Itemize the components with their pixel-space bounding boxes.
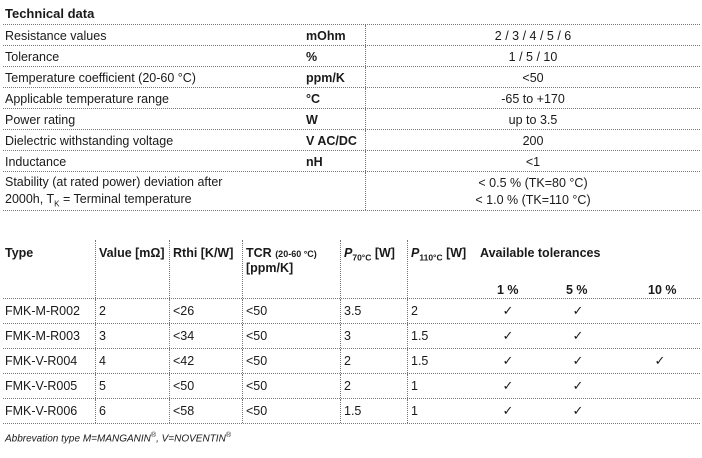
check-tol-1-icon: ✓ <box>502 328 514 343</box>
cell-type: FMK-M-R003 <box>5 329 81 343</box>
check-tol-5-icon: ✓ <box>572 403 584 418</box>
cell-value: 5 <box>95 374 169 398</box>
tech-row-unit: nH <box>306 155 323 169</box>
tech-row-value: -65 to +170 <box>365 88 700 108</box>
cell-p70: 3 <box>340 324 407 348</box>
stability-label-line2 <box>5 191 222 213</box>
check-tol-1-icon: ✓ <box>502 378 514 393</box>
cell-type: FMK-M-R002 <box>5 304 81 318</box>
header-tcr-unit: [ppm/K] <box>246 261 294 275</box>
check-tol-5-icon: ✓ <box>572 353 584 368</box>
cell-tcr: <50 <box>242 349 340 373</box>
tech-row <box>3 108 700 129</box>
footnote-text: Abbrevation type M=MANGANIN <box>5 433 151 445</box>
tech-row-unit: W <box>306 113 318 127</box>
header-tol-10: 10 % <box>648 283 677 297</box>
product-row <box>3 298 700 323</box>
cell-value: 4 <box>95 349 169 373</box>
product-table-header <box>3 240 700 298</box>
tech-row <box>3 45 700 66</box>
header-p110-symbol: P <box>411 246 420 260</box>
cell-tcr: <50 <box>242 399 340 423</box>
tech-row-label: Tolerance <box>5 50 60 64</box>
header-p110-sub: 110°C <box>419 252 443 263</box>
cell-p70: 3.5 <box>340 299 407 323</box>
cell-tcr: <50 <box>242 374 340 398</box>
abbreviation-footnote <box>5 432 231 444</box>
tech-row-unit: °C <box>306 92 321 106</box>
header-p110 <box>407 240 477 298</box>
product-row <box>3 373 700 398</box>
cell-value: 3 <box>95 324 169 348</box>
check-tol-1-icon: ✓ <box>502 303 514 318</box>
cell-rthi: <58 <box>169 399 242 423</box>
product-table <box>3 240 700 424</box>
tech-row-unit: mOhm <box>306 29 346 43</box>
cell-p110: 2 <box>407 299 477 323</box>
stability-label-subscript: K <box>54 199 60 209</box>
product-row <box>3 398 700 424</box>
tech-row-value: up to 3.5 <box>365 109 700 129</box>
header-tcr-range: (20-60 °C) <box>275 249 317 259</box>
header-p70-unit: [W] <box>371 246 395 260</box>
tech-row-label: Power rating <box>5 113 76 127</box>
tech-row <box>3 87 700 108</box>
cell-type: FMK-V-R004 <box>5 354 78 368</box>
cell-rthi: <26 <box>169 299 242 323</box>
cell-value: 2 <box>95 299 169 323</box>
cell-tcr: <50 <box>242 324 340 348</box>
cell-p70: 2 <box>340 349 407 373</box>
check-tol-5-icon: ✓ <box>572 378 584 393</box>
tech-row <box>3 150 700 171</box>
tech-row-value: <1 <box>365 151 700 171</box>
header-tol-1: 1 % <box>497 283 519 297</box>
tech-row-value: 1 / 5 / 10 <box>365 46 700 66</box>
cell-p110: 1 <box>407 399 477 423</box>
check-tol-10-icon: ✓ <box>654 353 666 368</box>
header-tcr <box>242 240 340 298</box>
tech-row-unit: ppm/K <box>306 71 345 85</box>
tech-row-label: Applicable temperature range <box>5 92 169 106</box>
footnote-text-2: , V=NOVENTIN <box>156 433 226 445</box>
tech-row-stability <box>3 171 700 211</box>
stability-label-line1: Stability (at rated power) deviation after <box>5 175 223 189</box>
header-available-tolerances: Available tolerances <box>480 246 601 260</box>
stability-label-line2-text: 2000h, T <box>5 192 55 206</box>
header-p110-unit: [W] <box>442 246 467 260</box>
check-tol-1-icon: ✓ <box>502 353 514 368</box>
cell-type: FMK-V-R005 <box>5 379 78 393</box>
technical-data-title: Technical data <box>5 6 95 21</box>
tech-row-value: <50 <box>365 67 700 87</box>
check-tol-5-icon: ✓ <box>572 328 584 343</box>
footnote-registered-mark-2: ® <box>225 432 231 439</box>
cell-rthi: <50 <box>169 374 242 398</box>
footnote-registered-mark: ® <box>150 432 157 439</box>
stability-label-line2-rest: = Terminal temperature <box>59 192 192 206</box>
cell-p70: 2 <box>340 374 407 398</box>
cell-p70: 1.5 <box>340 399 407 423</box>
cell-rthi: <34 <box>169 324 242 348</box>
tech-row-value: 2 / 3 / 4 / 5 / 6 <box>365 25 700 45</box>
check-tol-1-icon: ✓ <box>502 403 514 418</box>
stability-label <box>5 174 222 213</box>
tech-row-label: Temperature coefficient (20-60 °C) <box>5 71 196 85</box>
product-row <box>3 348 700 373</box>
tech-row-value: 200 <box>365 130 700 150</box>
tech-row-label: Dielectric withstanding voltage <box>5 134 174 148</box>
tech-row-unit: % <box>306 50 318 64</box>
cell-p110: 1.5 <box>407 324 477 348</box>
product-rows <box>3 298 700 424</box>
stability-value-line2: < 1.0 % (TK=110 °C) <box>475 193 591 207</box>
header-type: Type <box>5 246 34 260</box>
cell-tcr: <50 <box>242 299 340 323</box>
stability-value <box>365 172 700 210</box>
tech-row-label: Inductance <box>5 155 67 169</box>
header-tcr-label: TCR <box>246 246 272 260</box>
tech-row <box>3 129 700 150</box>
tech-row <box>3 24 700 45</box>
header-value: Value [mΩ] <box>95 240 169 298</box>
cell-rthi: <42 <box>169 349 242 373</box>
header-tol-5: 5 % <box>566 283 588 297</box>
cell-p110: 1.5 <box>407 349 477 373</box>
header-p70-symbol: P <box>344 246 353 260</box>
cell-type: FMK-V-R006 <box>5 404 78 418</box>
header-rthi: Rthi [K/W] <box>169 240 242 298</box>
stability-value-line1: < 0.5 % (TK=80 °C) <box>478 176 588 190</box>
technical-data-table <box>3 24 700 211</box>
tech-row-unit: V AC/DC <box>306 134 357 148</box>
tech-row <box>3 66 700 87</box>
header-p70 <box>340 240 407 298</box>
check-tol-5-icon: ✓ <box>572 303 584 318</box>
header-p70-sub: 70°C <box>352 252 372 263</box>
cell-p110: 1 <box>407 374 477 398</box>
cell-value: 6 <box>95 399 169 423</box>
product-row <box>3 323 700 348</box>
tech-row-label: Resistance values <box>5 29 107 43</box>
